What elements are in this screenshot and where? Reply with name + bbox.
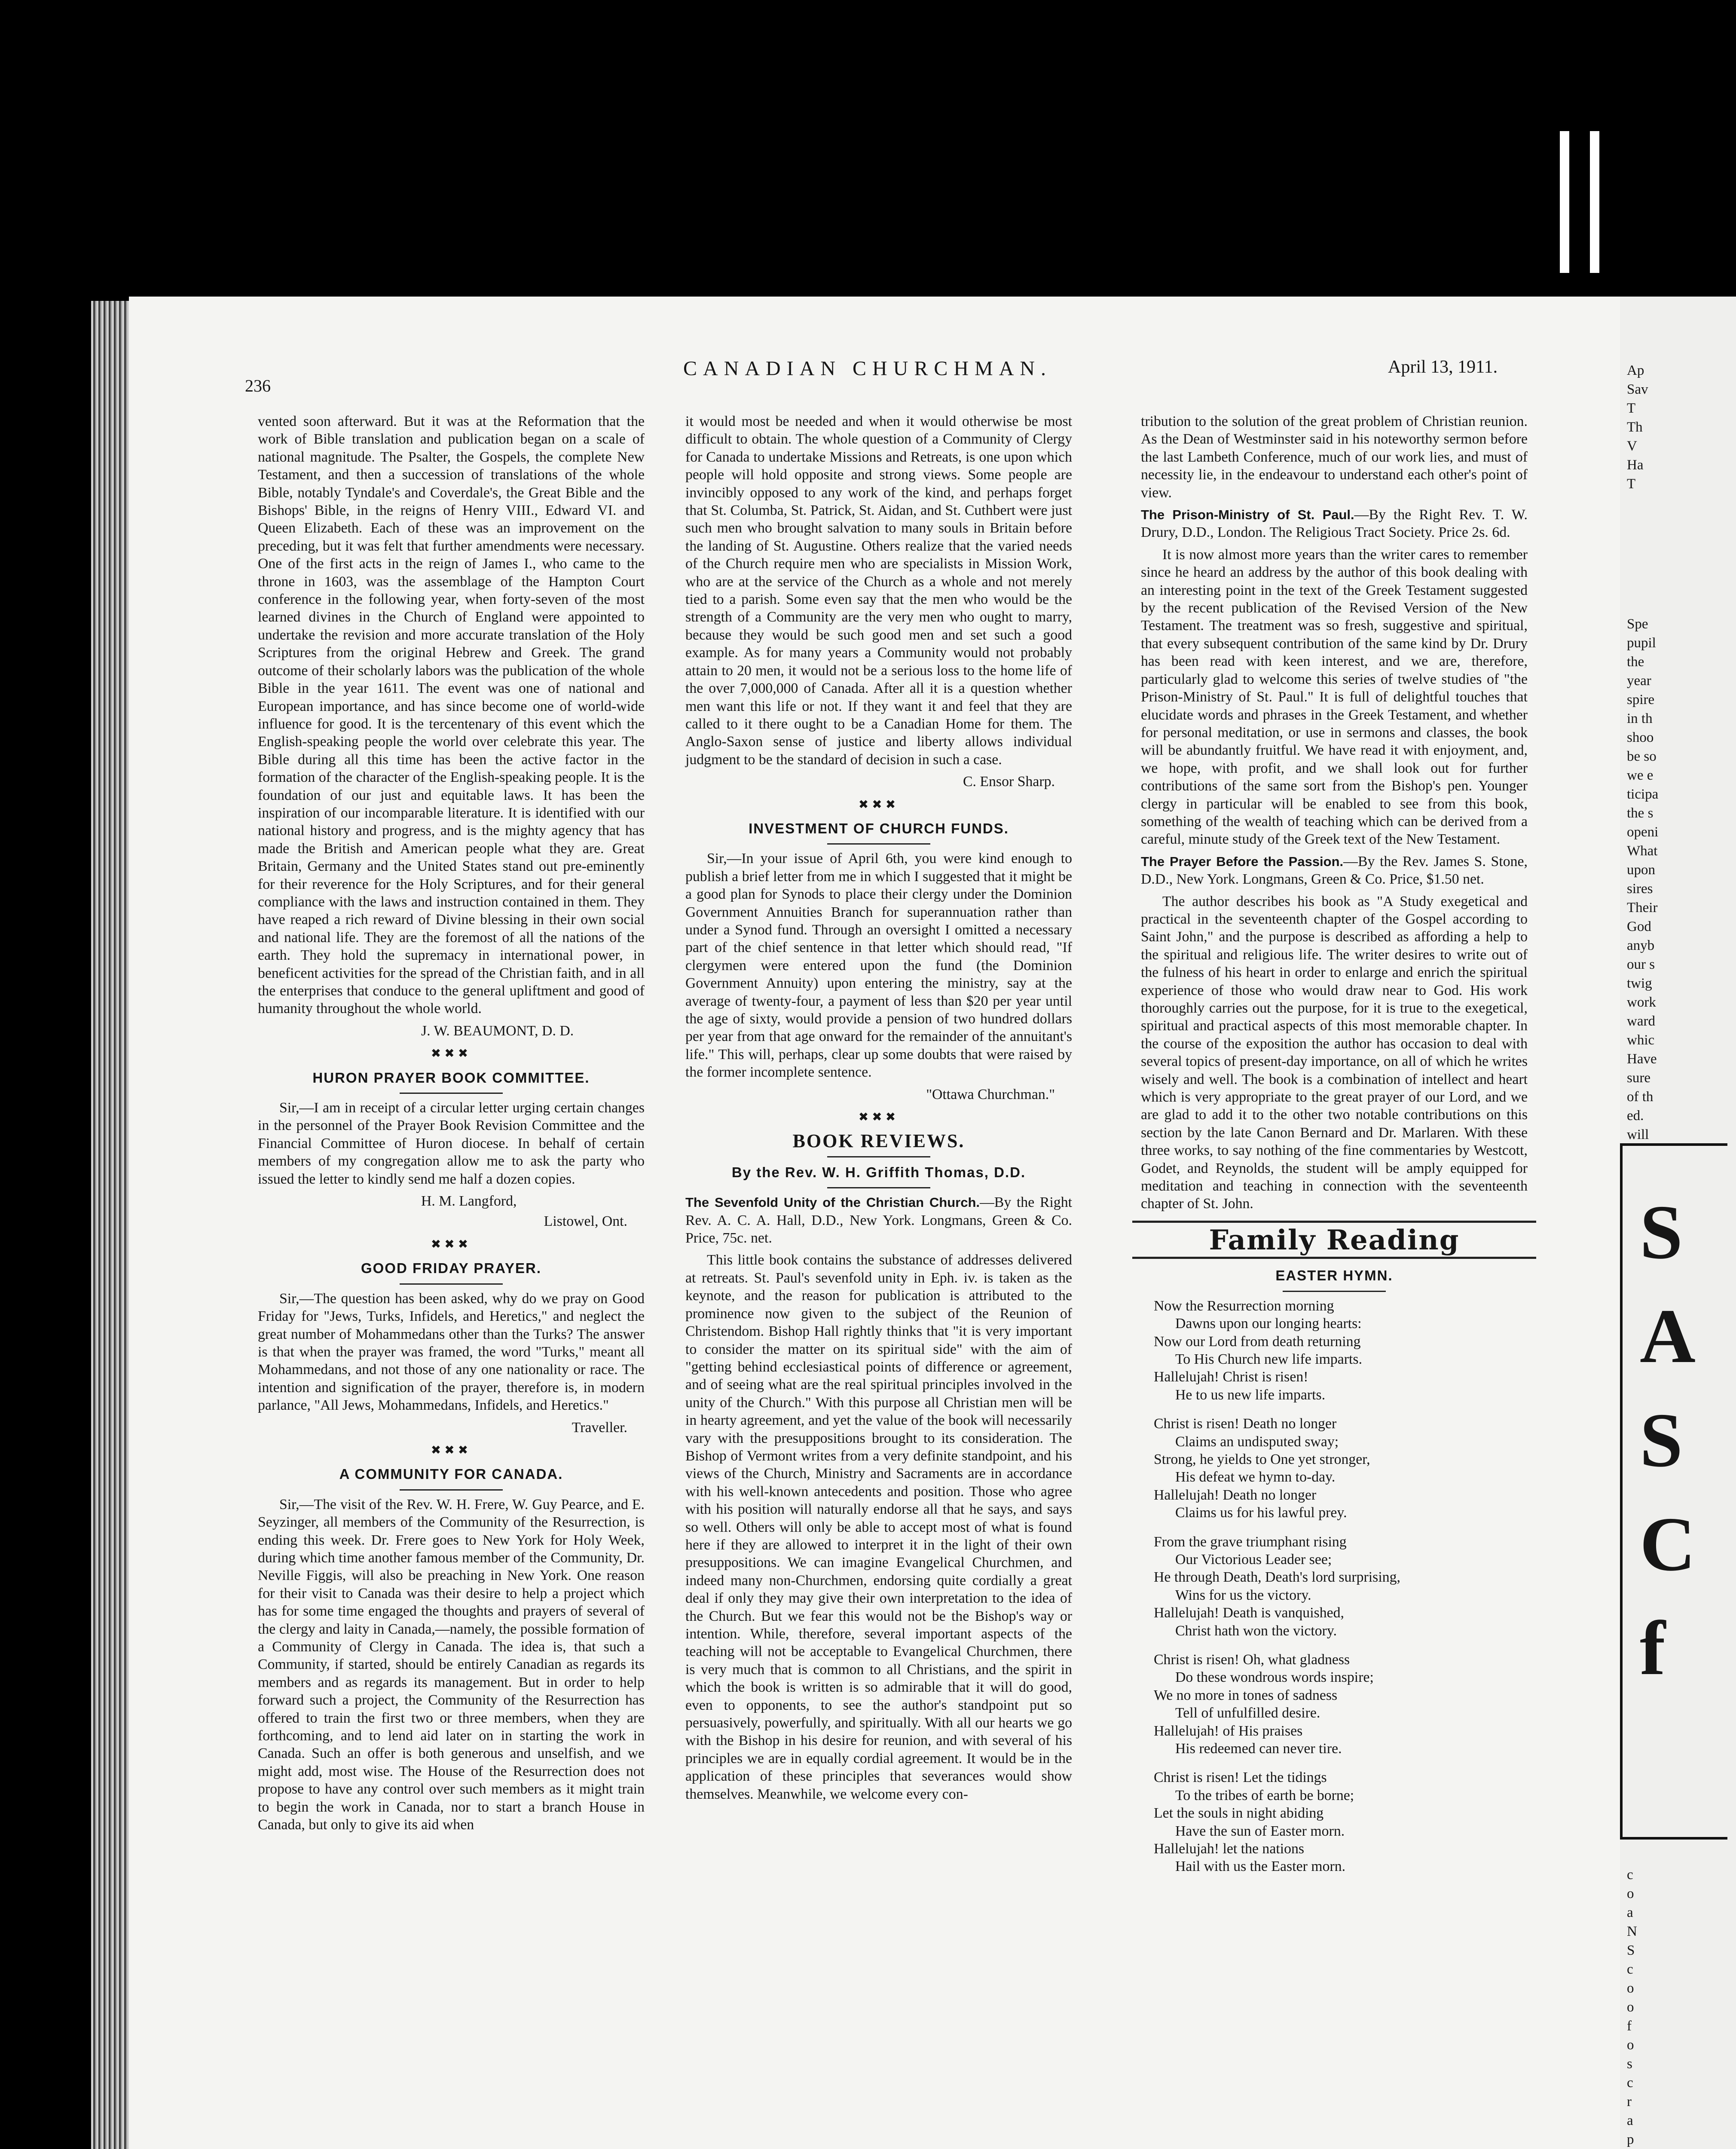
column-3 xyxy=(1141,413,1528,1887)
hymn-line: Do these wondrous words inspire; xyxy=(1175,1669,1374,1686)
hymn-stanza xyxy=(1154,1651,1528,1757)
facing-page-fragment: year xyxy=(1627,673,1651,689)
review1-continued-paragraph: tribution to the solution of the great problem of Christian reunion. As the Dean of Westminster said in his noteworthy sermon before the last Lambeth Conference, much of our work lies, and must of necessity lie, in the endeavour to understand each other's point of view. xyxy=(1141,413,1528,501)
hymn-line: Christ is risen! Oh, what gladness xyxy=(1154,1652,1350,1668)
facing-page-fragment: will xyxy=(1627,1127,1649,1142)
masthead: CANADIAN CHURCHMAN. xyxy=(683,357,1052,380)
review3-header xyxy=(1141,853,1528,888)
facing-page-fragment: Spe xyxy=(1627,616,1648,632)
facing-page-fragment: our s xyxy=(1627,957,1655,972)
hymn-line: Christ is risen! Let the tidings xyxy=(1154,1769,1327,1786)
investment-signature: "Ottawa Churchman." xyxy=(926,1086,1055,1102)
hymn-line: Have the sun of Easter morn. xyxy=(1175,1823,1345,1839)
facing-page-fragment: anyb xyxy=(1627,938,1655,953)
ornament-icon: ✖✖✖ xyxy=(431,1047,472,1061)
huron-heading: HURON PRAYER BOOK COMMITTEE. xyxy=(312,1069,590,1086)
facing-page-fragment: the xyxy=(1627,654,1644,670)
facing-page-fragment: sure xyxy=(1627,1070,1650,1086)
hymn-line: From the grave triumphant rising xyxy=(1154,1534,1347,1550)
good-friday-paragraph: Sir,—The question has been asked, why do we pray on Good Friday for "Jews, Turks, Infidels, and Heretics," and neglect the great number of Mohammedans other than the Turks? The answer is that when the prayer was framed, the word "Turks," meant all Mohammedans, and not those of any one nationality or race. The intention and signification of the prayer, therefore is, in modern parlance, "All Jews, Mohammedans, Infidels, and Heretics." xyxy=(258,1290,645,1414)
book-spine-edge xyxy=(91,301,130,2149)
facing-page-fragment: C xyxy=(1640,1501,1696,1587)
review2-paragraph: It is now almost more years than the writer cares to remember since he heard an address by the author of this book dealing with an interesting point in the text of the Greek Testament suggested by the recent publication of the Revised Version of the New Testament. The treatment was so fresh, suggestive and spiritual, that every subsequent contribution of the same kind by Dr. Drury has been read with keen interest, and we are, therefore, particularly glad to welcome this series of twelve studies of "the Prison-Ministry of St. Paul." It is full of delightful touches that elucidate words and phrases in the Greek Testament, and whether for personal meditation, or use in sermons and classes, the book will be abundantly fruitful. We have read it with enjoyment, and, we hope, with profit, and we shall look out for further contributions of the same sort from the Bishop's pen. Younger clergy in particular will be enabled to see from this book, something of the wealth of teaching which can be derived from a careful, minute study of the Greek text of the New Testament. xyxy=(1141,546,1528,848)
facing-page-fragment: A xyxy=(1640,1293,1696,1379)
facing-page-edge xyxy=(1620,297,1736,2149)
page-number: 236 xyxy=(245,376,271,395)
binding-bar xyxy=(1590,131,1599,273)
facing-page-fragment: upon xyxy=(1627,862,1655,878)
huron-signature-place: Listowel, Ont. xyxy=(544,1213,627,1230)
easter-hymn xyxy=(1154,1297,1528,1876)
facing-page-fragment: S xyxy=(1627,1943,1635,1958)
facing-page-fragment: pupil xyxy=(1627,635,1656,651)
ornament-icon: ✖✖✖ xyxy=(431,1237,472,1251)
facing-page-fragment: openi xyxy=(1627,824,1659,840)
page-header xyxy=(129,357,1620,395)
divider xyxy=(1283,1291,1386,1292)
divider xyxy=(827,843,930,845)
community-paragraph: Sir,—The visit of the Rev. W. H. Frere, W. Guy Pearce, and E. Seyzinger, all members of the Community of the Resurrection, is ending this week. Dr. Frere goes to New York for Holy Week, during which time another famous member of the Community, Dr. Neville Figgis, will also be preaching in New York. One reason for their visit to Canada was their desire to help a project which has for some time engaged the thoughts and prayers of several of the clergy and laity in Canada,—namely, the possible formation of a Community of Clergy in Canada. The idea is, that such a Community, if started, should be entirely Canadian as regards its members and as regards its management. But in order to help forward such a project, the Community of the Resurrection has offered to train the first two or three members, when they are forthcoming, and to lend aid later on in starting the work in Canada. Such an offer is both generous and unselfish, and we might add, most wise. The House of the Resurrection does not propose to have any control over such members as it might train to begin the work in Canada, nor to start a branch House in Canada, but only to give its aid when xyxy=(258,1496,645,1833)
facing-page-fragment: a xyxy=(1627,2113,1633,2128)
issue-date: April 13, 1911. xyxy=(1388,357,1498,377)
ornament-icon: ✖✖✖ xyxy=(431,1443,472,1457)
facing-page-fragment: o xyxy=(1627,1999,1634,2015)
easter-hymn-heading: EASTER HYMN. xyxy=(1275,1267,1393,1284)
divider xyxy=(827,1187,930,1188)
facing-page-fragment: a xyxy=(1627,1905,1633,1920)
review2-title: The Prison-Ministry of St. Paul. xyxy=(1141,507,1354,523)
review1-title: The Sevenfold Unity of the Christian Church. xyxy=(685,1195,980,1210)
section-rule xyxy=(1132,1221,1536,1223)
hymn-line: Strong, he yields to One yet stronger, xyxy=(1154,1451,1370,1467)
section-rule xyxy=(1132,1257,1536,1259)
review3-title: The Prayer Before the Passion. xyxy=(1141,854,1344,869)
divider xyxy=(400,1489,503,1491)
facing-page-fragment: be so xyxy=(1627,749,1657,764)
review2-header xyxy=(1141,506,1528,542)
hymn-line: Christ hath won the victory. xyxy=(1175,1622,1337,1639)
facing-page-fragment: s xyxy=(1627,2056,1632,2072)
facing-page-fragment: f xyxy=(1627,2018,1632,2034)
hymn-line: Christ is risen! Death no longer xyxy=(1154,1416,1337,1432)
facing-page-fragment: ward xyxy=(1627,1013,1655,1029)
community-signature: C. Ensor Sharp. xyxy=(963,774,1055,790)
reviews-byline: By the Rev. W. H. Griffith Thomas, D.D. xyxy=(731,1164,1026,1180)
facing-page-fragment: twig xyxy=(1627,976,1652,991)
hymn-line: Let the souls in night abiding xyxy=(1154,1805,1324,1821)
facing-page-fragment: Ap xyxy=(1627,363,1644,378)
hymn-line: To His Church new life imparts. xyxy=(1175,1351,1363,1367)
ornament-icon: ✖✖✖ xyxy=(858,1111,899,1124)
facing-page-fragment: c xyxy=(1627,1867,1633,1883)
facing-page-fragment: V xyxy=(1627,438,1637,454)
review2-meta: —By the Right Rev. T. W. Drury, D.D., London. The Religious Tract Society. Price 2s. 6d. xyxy=(1141,507,1528,541)
hymn-line: Hallelujah! Christ is risen! xyxy=(1154,1369,1308,1385)
divider xyxy=(400,1093,503,1094)
hymn-line: Hail with us the Easter morn. xyxy=(1175,1858,1346,1875)
facing-page-fragments-top xyxy=(1620,361,1648,493)
ornament-icon: ✖✖✖ xyxy=(858,798,899,811)
facing-page-fragment: c xyxy=(1627,2075,1633,2091)
hymn-stanza xyxy=(1154,1533,1528,1640)
review3-paragraph: The author describes his book as "A Study exegetical and practical in the seventeenth chapter of the Gospel according to Saint John," and the purpose is described as affording a help to the spiritual and religious life. The writer desires to write out of the fulness of his heart in order to enlarge and enrich the spiritual experience of those who would draw near to God. His work thoroughly carries out the purpose, for it is true to the exegetical, spiritual and practical aspects of this most memorable chapter. In the course of the exposition the author has occasion to deal with several topics of present-day importance, on all of which he writes wisely and well. The book is a combination of intellect and heart which is very appropriate to the great prayer of our Lord, and we are glad to add it to the other two notable contributions on this section by the late Canon Bernard and Dr. Marlaren. With these three works, to say nothing of the fine commentaries by Westcott, Godet, and Reynolds, the student will be amply equipped for meditation and teaching in connection with the seventeenth chapter of St. John. xyxy=(1141,893,1528,1212)
divider xyxy=(827,1156,930,1157)
facing-page-fragment: S xyxy=(1640,1397,1683,1483)
review3-meta: —By the Rev. James S. Stone, D.D., New York. Longmans, Green & Co. Price, $1.50 net. xyxy=(1141,853,1528,888)
facing-page-fragment: of th xyxy=(1627,1089,1653,1105)
hymn-line: We no more in tones of sadness xyxy=(1154,1687,1338,1703)
facing-page-fragment: o xyxy=(1627,1886,1634,1901)
hymn-line: Hallelujah! Death no longer xyxy=(1154,1487,1317,1503)
hymn-line: Tell of unfulfilled desire. xyxy=(1175,1705,1320,1721)
facing-page-fragment: S xyxy=(1640,1189,1683,1275)
community-continued-paragraph: it would most be needed and when it would otherwise be most difficult to obtain. The whole question of a Community of Clergy for Canada to undertake Missions and Retreats, is one upon which people will hold opposite and strong views. Some people are invincibly opposed to any work of the kind, and perhaps forget that St. Columba, St. Patrick, St. Aidan, and St. Cuthbert were just such men who brought salvation to many souls in Britain before the landing of St. Augustine. Others realize that the varied needs of the Church require men who are specialists in Mission Work, who are at the service of the Church as a whole and not merely tied to a parish. Some even say that the men who would be the strength of a Community are the very men who ought to marry, because they would be such good men and set such a good example. As for many years a Community would not probably attain to 20 men, it would not be a serious loss to the home life of the over 7,000,000 of Canada. After all it is a question whether men want this life or not. If they want it and feel that they are called to it there ought to be a Canadian Home for them. The Anglo-Saxon sense of justice and liberty allows individual judgment to be the standard of decision in such a case. xyxy=(685,413,1072,768)
facing-page-fragment: T xyxy=(1627,476,1636,492)
facing-page-fragment: God xyxy=(1627,919,1651,934)
hymn-line: He through Death, Death's lord surprising, xyxy=(1154,1569,1400,1586)
facing-page-fragment: T xyxy=(1627,401,1636,416)
facing-page-fragment: What xyxy=(1627,843,1658,859)
facing-page-fragment: p xyxy=(1627,2132,1634,2147)
facing-page-fragment: o xyxy=(1627,2037,1634,2053)
newspaper-page xyxy=(129,297,1620,2149)
facing-page-fragment: Th xyxy=(1627,419,1643,435)
good-friday-signature: Traveller. xyxy=(572,1419,627,1436)
binding-bar xyxy=(1560,131,1569,273)
review1-header xyxy=(685,1194,1072,1247)
divider xyxy=(400,1283,503,1285)
hymn-line: He to us new life imparts. xyxy=(1175,1387,1326,1403)
hymn-line: Now the Resurrection morning xyxy=(1154,1298,1334,1314)
facing-page-fragment: whic xyxy=(1627,1032,1655,1048)
hymn-line: Our Victorious Leader see; xyxy=(1175,1551,1332,1567)
facing-page-fragments-mid xyxy=(1620,615,1658,1144)
column-2 xyxy=(685,413,1072,1807)
column-1 xyxy=(258,413,645,1838)
hymn-line: Claims an undisputed sway; xyxy=(1175,1433,1339,1450)
huron-paragraph: Sir,—I am in receipt of a circular letter urging certain changes in the personnel of the Prayer Book Revision Committee and the Financial Committee of Huron diocese. In behalf of certain members of my congregation allow me to ask the party who issued the letter to kindly send me half a dozen copies. xyxy=(258,1100,645,1187)
facing-page-fragment: Their xyxy=(1627,900,1658,915)
facing-page-fragment: sires xyxy=(1627,881,1653,897)
hymn-line: Hallelujah! of His praises xyxy=(1154,1723,1303,1739)
hymn-line: To the tribes of earth be borne; xyxy=(1175,1787,1354,1803)
facing-page-fragment: r xyxy=(1627,2094,1632,2109)
investment-paragraph: Sir,—In your issue of April 6th, you were kind enough to publish a brief letter from me in which I suggested that it might be a good plan for Synods to place their clergy under the Dominion Government Annuities Branch for superannuation rather than under a Synod fund. Through an oversight I omitted a necessary part of the chief sentence in that letter which should read, "If clergymen were entered upon the fund (the Dominion Government Annuity) upon entering the ministry, say at the average of twenty-four, a payment of less than $20 per year until the age of sixty, would provide a pension of two hundred dollars per year from that age onward for the remainder of the annuitant's life." This will, perhaps, clear up some doubts that were raised by the former incomplete sentence. xyxy=(685,851,1072,1081)
facing-page-fragment: we e xyxy=(1627,768,1653,783)
facing-page-fragment: the s xyxy=(1627,805,1653,821)
facing-page-fragment: o xyxy=(1627,1981,1634,1996)
facing-page-fragment: ed. xyxy=(1627,1108,1644,1123)
hymn-stanza xyxy=(1154,1297,1528,1404)
book-reviews-heading: BOOK REVIEWS. xyxy=(792,1130,965,1152)
facing-page-fragment: c xyxy=(1627,1962,1633,1977)
hymn-line: Wins for us the victory. xyxy=(1175,1587,1311,1603)
review1-paragraph: This little book contains the substance of addresses delivered at retreats. St. Paul's sevenfold unity in Eph. iv. is taken as the keynote, and the reason for publication is attributed to the prominence now given to the subject of the Reunion of Christendom. Bishop Hall rightly thinks that "it is very important to consider the matter on its spiritual side" with the aim of "getting behind ecclesiastical points of difference or agreement, and of seeing what are the real spiritual principles involved in the unity of the Church." With this purpose all Christian men will be in hearty agreement, and yet the value of the book will necessarily vary with the presuppositions brought to its consideration. The Bishop of Vermont writes from a very definite standpoint, and his views of the Church, Ministry and Sacraments are in accordance with his well-known antecedents and position. Those who agree with his position will naturally endorse all that he says, and says so well. Others will only be able to accept most of what is found here if they are allowed to interpret it in the light of their own presuppositions. We can imagine Evangelical Churchmen, and indeed many non-Churchmen, endorsing quite cordially a great deal if only they may give their own interpretation to the idea of the Church. But we fear this would not be the Bishop's way or intention. While, therefore, several important aspects of the teaching will not be acceptable to Evangelical Churchmen, there is very much that is common to all Christians, and the spirit in which the book is written is so admirable that it will do good, even to opponents, to see the author's standpoint put so persuasively, powerfully, and spiritually. With all our hearts we go with the Bishop in his desire for reunion, and with several of his principles we are in equally cordial agreement. It would be in the application of these principles that severances would show themselves. Meanwhile, we welcome every con- xyxy=(685,1252,1072,1802)
good-friday-heading: GOOD FRIDAY PRAYER. xyxy=(361,1260,542,1277)
facing-page-fragments-bottom xyxy=(1620,1865,1637,2149)
hymn-line: His redeemed can never tire. xyxy=(1175,1741,1342,1757)
hymn-line: Hallelujah! let the nations xyxy=(1154,1841,1305,1857)
hymn-line: Claims us for his lawful prey. xyxy=(1175,1505,1347,1521)
hymn-line: His defeat we hymn to-day. xyxy=(1175,1469,1336,1485)
family-reading-heading: Family Reading xyxy=(1209,1224,1460,1256)
facing-page-fragment: Sav xyxy=(1627,382,1648,397)
facing-page-fragment: N xyxy=(1627,1924,1637,1939)
huron-signature-name: H. M. Langford, xyxy=(421,1193,517,1209)
hymn-line: Dawns upon our longing hearts: xyxy=(1175,1316,1362,1332)
facing-page-fragment: Have xyxy=(1627,1051,1657,1067)
facing-page-advert-box xyxy=(1620,1143,1727,1840)
facing-page-fragment: work xyxy=(1627,995,1656,1010)
review1-meta: —By the Right Rev. A. C. A. Hall, D.D., New York. Longmans, Green & Co. Price, 75c. net. xyxy=(685,1194,1072,1246)
hymn-stanza xyxy=(1154,1769,1528,1875)
hymn-stanza xyxy=(1154,1415,1528,1521)
bible-signature: J. W. BEAUMONT, D. D. xyxy=(421,1022,574,1039)
facing-page-fragment: shoo xyxy=(1627,730,1654,745)
facing-page-fragment: spire xyxy=(1627,692,1655,707)
bible-paragraph: vented soon afterward. But it was at the Reformation that the work of Bible translation and publication began on a scale of national magnitude. The Psalter, the Gospels, the complete New Testament, and then a succession of translations of the whole Bible, notably Tyndale's and Coverdale's, the Great Bible and the Bishops' Bible, in the reigns of Henry VIII., Edward VI. and Queen Elizabeth. Each of these was an improvement on the preceding, but it was felt that further amendments were necessary. One of the first acts in the reign of James I., who came to the throne in 1603, was the assemblage of the Hampton Court conference in the following year, when forty-seven of the most learned divines in the Church of England were appointed to undertake the revision and more accurate translation of the Holy Scriptures from the original Hebrew and Greek. The grand outcome of their scholarly labors was the publication of the whole Bible in the year 1611. The event was one of national and European importance, and has since become one of world-wide influence for good. It is the tercentenary of this event which the English-speaking people the world over celebrate this year. The Bible during all this time has been the active factor in the formation of the character of the English-speaking people. It is the foundation of our just and equitable laws. It has been the inspiration of our incomparable literature. It is identified with our national history and progress, and is the mighty agency that has made the British and American people what they are. Great Britain, Germany and the United States stand out pre-eminently for their reverence for the Holy Scriptures, and for their general compliance with the laws and instruction contained in them. They have reaped a rich reward of Divine blessing in their own social and national life. They are the foremost of all the nations of the earth. They hold the supremacy in international power, in beneficent activities for the spread of the Christian faith, and in all the enterprises that conduce to the general upliftment and good of humanity throughout the whole world. xyxy=(258,413,645,1017)
facing-page-fragment: ticipa xyxy=(1627,787,1659,802)
investment-heading: INVESTMENT OF CHURCH FUNDS. xyxy=(749,820,1009,836)
facing-page-fragment: Ha xyxy=(1627,457,1644,473)
community-heading: A COMMUNITY FOR CANADA. xyxy=(339,1466,563,1482)
facing-page-fragment: f xyxy=(1640,1605,1666,1691)
hymn-line: Now our Lord from death returning xyxy=(1154,1333,1361,1350)
facing-page-fragment: in th xyxy=(1627,711,1653,726)
hymn-line: Hallelujah! Death is vanquished, xyxy=(1154,1605,1344,1621)
